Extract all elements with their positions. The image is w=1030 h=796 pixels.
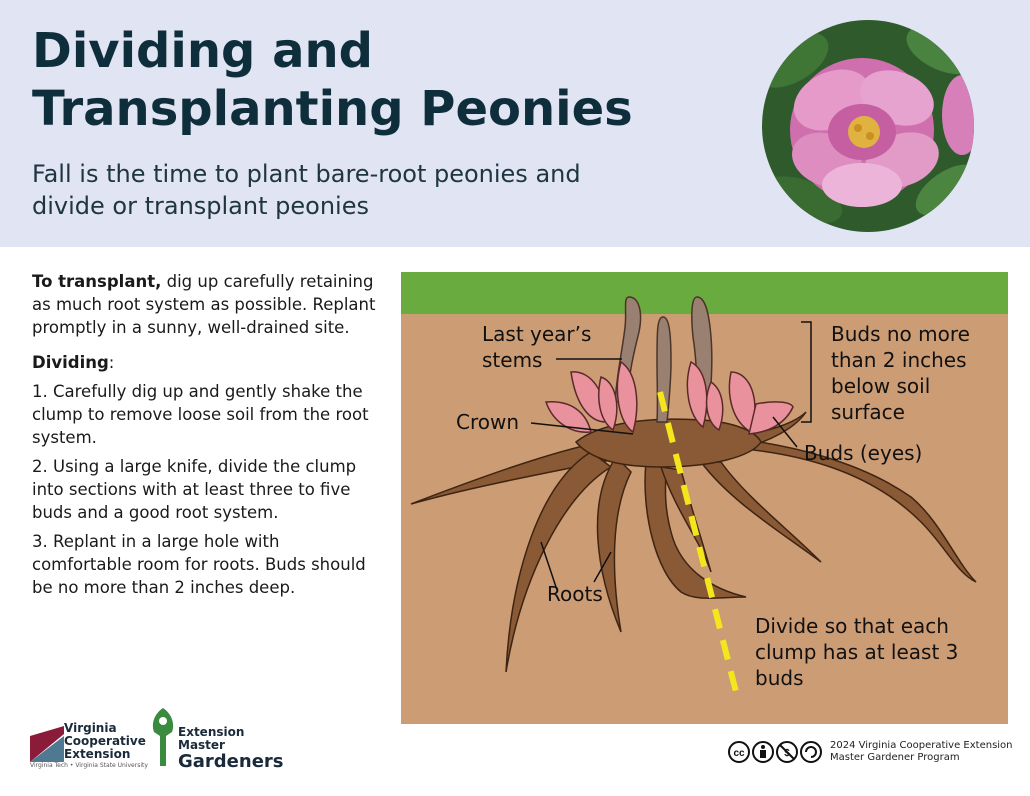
dividing-step-3: 3. Replant in a large hole with comfortable room for roots. Buds should be no more than 2 inches deep. (32, 532, 366, 597)
subtitle-line-2: divide or transplant peonies (32, 192, 369, 220)
crown-label: Crown (456, 410, 520, 434)
buds-depth-label (831, 321, 970, 425)
emg-line-2: Master (178, 738, 225, 752)
transplant-paragraph (32, 270, 384, 339)
transplant-text: dig up carefully retaining as much root system as possible. Replant promptly in a sunny, well-drained site. (32, 272, 376, 337)
dividing-colon: : (108, 353, 115, 372)
vce-line-2: Cooperative (64, 734, 146, 748)
stems-label (482, 321, 591, 373)
copyright-text (830, 740, 1013, 764)
divide-label (755, 613, 958, 691)
roots-label: Roots (547, 582, 603, 606)
divide-label-line-3: buds (755, 666, 804, 690)
svg-text:cc: cc (733, 748, 745, 759)
emg-line-3: Gardeners (178, 751, 284, 772)
divide-label-line-2: clump has at least 3 (755, 640, 959, 664)
trowel-icon (150, 708, 176, 768)
divide-label-line-1: Divide so that each (755, 614, 949, 638)
header-band (0, 0, 1030, 247)
stems-label-line-2: stems (482, 348, 543, 372)
dividing-step-1: 1. Carefully dig up and gently shake the clump to remove loose soil from the root system. (32, 382, 369, 447)
transplant-heading: To transplant, (32, 272, 162, 291)
vce-universities: Virginia Tech • Virginia State University (30, 762, 148, 769)
page-subtitle (32, 158, 672, 222)
buds-depth-line-4: surface (831, 400, 905, 424)
title-line-2: Transplanting Peonies (32, 81, 633, 137)
creative-commons-icons (728, 740, 824, 764)
copyright-line-2: Master Gardener Program (830, 752, 960, 763)
subtitle-line-1: Fall is the time to plant bare-root peonies and (32, 160, 581, 188)
copyright-line-1: 2024 Virginia Cooperative Extension (830, 740, 1013, 751)
sa-icon (801, 742, 821, 762)
vce-logo-mark (30, 726, 64, 762)
buds-depth-line-3: below soil (831, 374, 931, 398)
buds-depth-line-1: Buds no more (831, 322, 970, 346)
svg-text:$: $ (784, 748, 790, 759)
dividing-heading-row (32, 351, 384, 374)
buds-depth-line-2: than 2 inches (831, 348, 967, 372)
emg-line-1: Extension (178, 725, 245, 739)
peony-division-diagram (401, 272, 1008, 724)
dividing-heading: Dividing (32, 353, 109, 372)
vce-line-1: Virginia (64, 721, 117, 735)
instructions-panel (32, 270, 384, 611)
emg-logo-text (178, 726, 284, 772)
title-line-1: Dividing and (32, 23, 374, 79)
vce-logo-text (64, 722, 146, 761)
dividing-step-2: 2. Using a large knife, divide the clump into sections with at least three to five buds and a good root system. (32, 457, 357, 522)
stems-label-line-1: Last year’s (482, 322, 592, 346)
vce-line-3: Extension (64, 747, 131, 761)
page-title (32, 22, 633, 138)
buds-eyes-label: Buds (eyes) (804, 441, 923, 465)
peony-photo (762, 20, 974, 232)
